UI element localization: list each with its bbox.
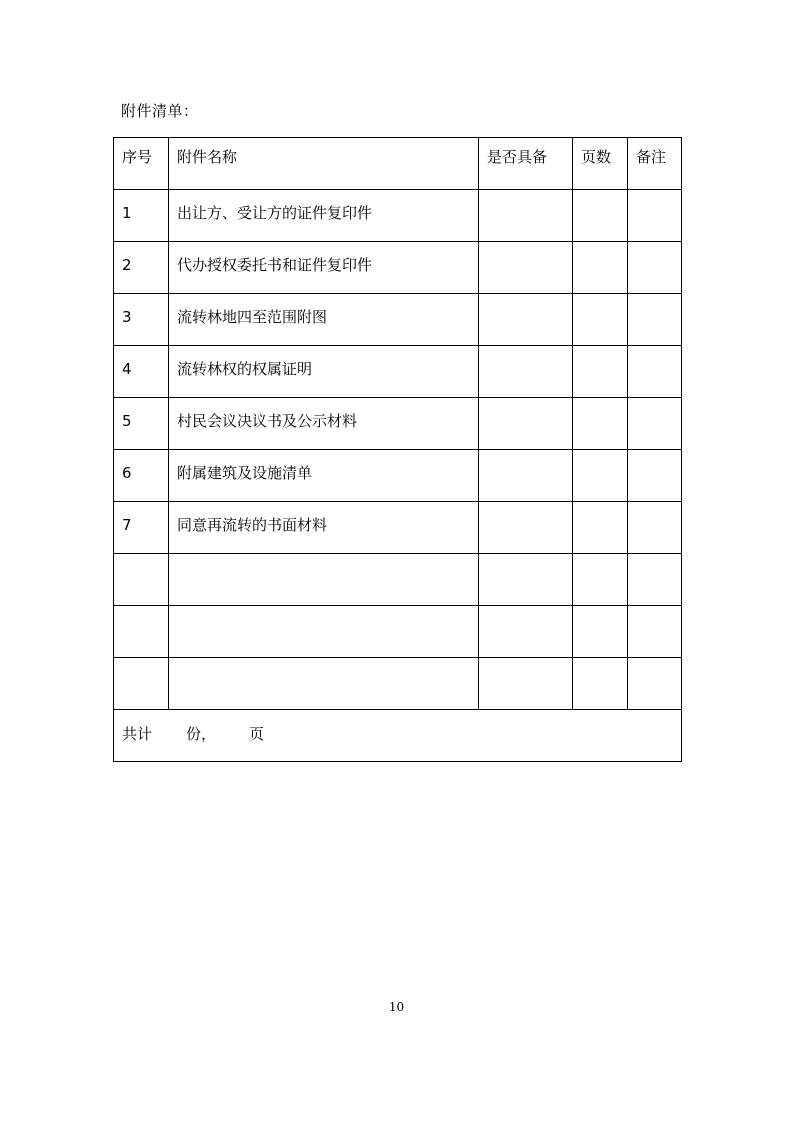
row-seq: 4 [114,346,169,398]
row-seq [114,554,169,606]
header-available: 是否具备 [479,138,573,190]
row-seq [114,658,169,710]
row-available [479,398,573,450]
header-seq: 序号 [114,138,169,190]
row-note [628,450,682,502]
row-seq: 2 [114,242,169,294]
total-cell [114,710,682,762]
table-row [114,606,682,658]
row-pages [573,502,628,554]
table-total-row [114,710,682,762]
row-pages [573,294,628,346]
row-pages [573,346,628,398]
table-row [114,502,682,554]
row-name: 流转林地四至范围附图 [169,294,479,346]
page-number: 10 [388,1000,405,1014]
row-name [169,554,479,606]
total-pages-label: 页 [249,725,265,743]
row-pages [573,398,628,450]
row-pages [573,242,628,294]
row-seq: 3 [114,294,169,346]
row-available [479,554,573,606]
header-pages: 页数 [573,138,628,190]
row-note [628,190,682,242]
row-available [479,346,573,398]
row-available [479,502,573,554]
row-seq: 7 [114,502,169,554]
attachment-table [113,137,682,762]
table-header-row [114,138,682,190]
table-row [114,554,682,606]
row-name [169,658,479,710]
row-pages [573,606,628,658]
table-row [114,242,682,294]
row-note [628,502,682,554]
row-seq: 6 [114,450,169,502]
row-pages [573,450,628,502]
table-row [114,294,682,346]
row-available [479,294,573,346]
row-available [479,242,573,294]
row-note [628,606,682,658]
row-available [479,658,573,710]
table-row [114,346,682,398]
document-title: 附件清单： [121,102,199,120]
row-seq: 5 [114,398,169,450]
total-label: 共计 [122,725,153,743]
row-available [479,606,573,658]
row-name: 出让方、受让方的证件复印件 [169,190,479,242]
row-seq [114,606,169,658]
total-copies-label: 份， [186,725,217,743]
row-note [628,658,682,710]
row-name: 同意再流转的书面材料 [169,502,479,554]
row-note [628,242,682,294]
row-name [169,606,479,658]
row-note [628,398,682,450]
row-note [628,554,682,606]
row-available [479,450,573,502]
row-name: 代办授权委托书和证件复印件 [169,242,479,294]
table-row [114,450,682,502]
header-name: 附件名称 [169,138,479,190]
header-note: 备注 [628,138,682,190]
row-pages [573,190,628,242]
table-row [114,658,682,710]
row-pages [573,554,628,606]
row-note [628,346,682,398]
row-name: 村民会议决议书及公示材料 [169,398,479,450]
row-seq: 1 [114,190,169,242]
row-available [479,190,573,242]
row-pages [573,658,628,710]
table-row [114,190,682,242]
table-row [114,398,682,450]
row-name: 流转林权的权属证明 [169,346,479,398]
row-note [628,294,682,346]
row-name: 附属建筑及设施清单 [169,450,479,502]
